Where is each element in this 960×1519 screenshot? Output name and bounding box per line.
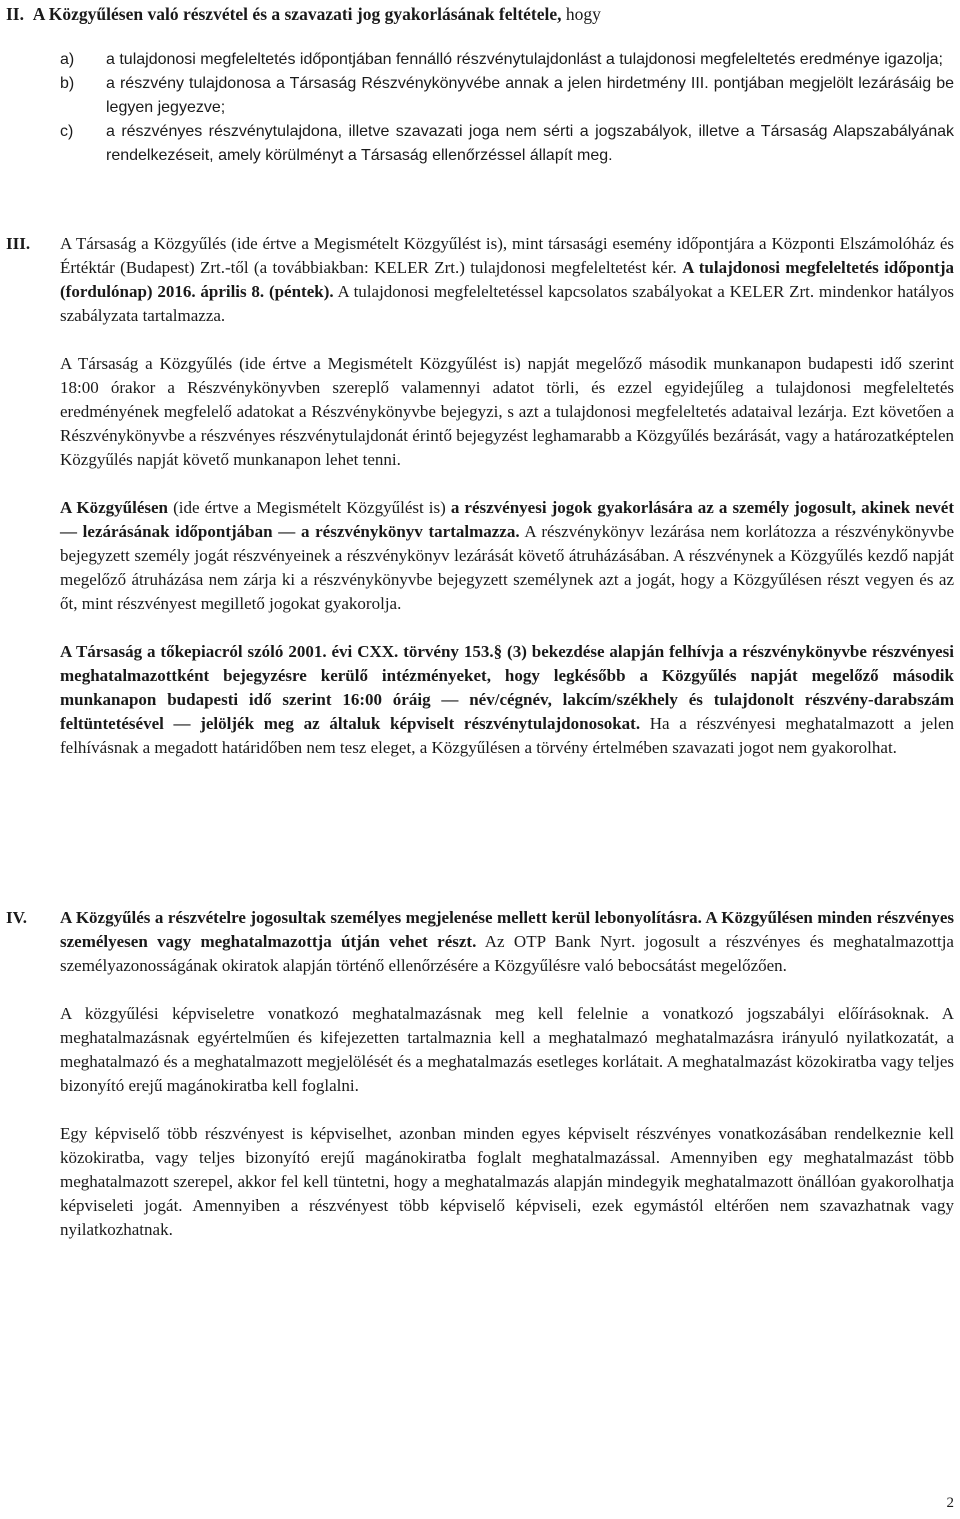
section-iii-paragraph-3 bbox=[60, 496, 954, 616]
list-item-label: b) bbox=[60, 75, 75, 92]
section-ii-conditions-list bbox=[60, 48, 954, 168]
list-item-label: a) bbox=[60, 51, 75, 68]
text-run: A Társaság a Közgyűlés (ide értve a Megismételt Közgyűlést is), mint társasági esemény időpontjára a Központi Elszámolóház és Értéktár (Budapest) Zrt.-től (a továbbiakban: KELER Zrt.) tulajdonosi megfeleltetést kér. bbox=[60, 234, 954, 277]
section-iv-paragraph-1 bbox=[60, 906, 954, 978]
section-iii-paragraph-4 bbox=[60, 640, 954, 760]
list-item-label: c) bbox=[60, 123, 74, 140]
text-bold: A Társaság a tőkepiacról szóló 2001. évi CXX. törvény 153. bbox=[60, 642, 494, 661]
text-run: A részvénykönyv lezárása nem korlátozza a részvénykönyvbe bejegyzett személy jogát részvényeinek a részvénykönyv lezárását követő átruházásában. A részvénynek a Közgyűlés kezdő napját megelőző átruházása nem zárja ki a részvénykönyvbe bejegyzett személynek azt a jogát, hogy a Közgyűlésen részt vegyen és az őt, mint részvényest megillető jogokat gyakorolja. bbox=[60, 522, 954, 613]
section-ii-number: II. bbox=[6, 4, 24, 24]
text-bold: A Közgyűlésen bbox=[60, 498, 169, 517]
section-iv bbox=[6, 906, 954, 1266]
section-iii-body bbox=[60, 232, 954, 760]
text-bold: (3) bekezdése alapján felhívja a részvénykönyvbe részvényesi meghatalmazottként bejegyzésre kerülő intézményeket, hogy legkésőbb a Közgyűlés napját megelőző második munkanapon budapesti idő szerint 16:00 óráig — név/cégnév, lakcím/székhely és tulajdonolt részvény-darabszám feltüntetésével — jelöljék meg az általuk képviselt részvénytulajdonosokat. bbox=[60, 642, 954, 733]
page-number: 2 bbox=[946, 1495, 954, 1511]
list-item-text: a tulajdonosi megfeleltetés időpontjában fennálló részvénytulajdonlást a tulajdonosi megfeleltetés eredménye igazolja; bbox=[106, 51, 943, 68]
section-iii-paragraph-2: A Társaság a Közgyűlés (ide értve a Megismételt Közgyűlést is) napját megelőző második munkanapon budapesti idő szerint 18:00 órakor a Részvénykönyvben szereplő valamennyi adatot törli, és ezzel egyidejűleg a tulajdonosi megfeleltetés eredményének megfelelő adatokat a Részvénykönyvbe bejegyzi, s azt a tulajdonosi megfeleltetés adataival lezárja. Ezt követően a Részvénykönyvbe a részvényes részvénytulajdonát érintő bejegyzést leghamarabb a Közgyűlés bezárását, vagy a határozatképtelen Közgyűlés napját követő munkanapon lehet tenni. bbox=[60, 354, 954, 469]
section-iii-number: III. bbox=[6, 234, 31, 253]
text-run: Ha a részvényesi meghatalmazott a jelen felhívásnak a megadott határidőben nem tesz eleget, a Közgyűlésen a törvény értelmében szavazati jogot nem gyakorolhat. bbox=[60, 714, 954, 757]
section-iv-number: IV. bbox=[6, 908, 27, 927]
section-ii-heading bbox=[6, 2, 950, 26]
fordulonap-bold: A tulajdonosi megfeleltetés időpontja (fordulónap) 2016. április 8. (péntek). bbox=[60, 258, 954, 301]
section-iv-paragraph-3: Egy képviselő több részvényest is képviselhet, azonban minden egyes képviselt részvényes vonatkozásában rendelkeznie kell közokiratba, vagy teljes bizonyító erejű magánokiratba foglalt meghatalmazással. Amennyiben egy meghatalmazást több meghatalmazott szerepel, akkor fel kell tüntetni, hogy a meghatalmazás alapján mindegyik meghatalmazott önállóan gyakorolhatja képviseleti jogát. Amennyiben a részvényest több képviselő képviseli, ezek egymástól eltérően nem szavazhatnak vagy nyilatkozhatnak. bbox=[60, 1124, 954, 1239]
section-iv-paragraph-2: A közgyűlési képviseletre vonatkozó meghatalmazásnak meg kell felelnie a vonatkozó jogszabályi előírásoknak. A meghatalmazásnak egyértelműen és kifejezetten tartalmaznia kell a meghatalmazó meghatalmazásra irányuló nyilatkozatát, a meghatalmazó és a meghatalmazott megjelölését és a meghatalmazás esetleges korlátait. A meghatalmazást közokiratba vagy teljes bizonyító erejű magánokiratba kell foglalni. bbox=[60, 1004, 954, 1095]
list-item bbox=[60, 120, 954, 168]
section-iii bbox=[6, 232, 954, 784]
text-run: Az OTP Bank Nyrt. jogosult a részvényes és meghatalmazottja személyazonosságának okiratok alapján történő ellenőrzésére a Közgyűlésre való bebocsátást megelőzően. bbox=[60, 932, 954, 975]
text-bold: a részvényesi jogok gyakorlására az a személy jogosult, akinek nevét — lezárásának időpontjában — a részvénykönyv tartalmazza. bbox=[60, 498, 954, 541]
text-run: A tulajdonosi megfeleltetéssel kapcsolatos szabályokat a KELER Zrt. mindenkor hatályos szabályzata tartalmazza. bbox=[60, 282, 955, 325]
list-item bbox=[60, 72, 954, 120]
text-bold: A Közgyűlés a részvételre jogosultak személyes megjelenése mellett kerül lebonyolításra. A Közgyűlésen minden részvényes személyesen vagy meghatalmazottja útján vehet részt. bbox=[60, 908, 954, 951]
section-ii-title: A Közgyűlésen való részvétel és a szavazati jog gyakorlásának feltétele, bbox=[32, 4, 562, 24]
text-run: (ide értve a Megismételt Közgyűlést is) bbox=[168, 498, 451, 517]
list-item-text: a részvény tulajdonosa a Társaság Részvénykönyvébe annak a jelen hirdetmény III. pontjában megjelölt lezárásáig be legyen jegyezve; bbox=[106, 75, 954, 116]
section-iii-paragraph-1 bbox=[60, 232, 954, 328]
section-iv-body bbox=[60, 906, 954, 1242]
list-item bbox=[60, 48, 954, 72]
section-ii-title-rest: hogy bbox=[561, 4, 601, 24]
list-item-text: a részvényes részvénytulajdona, illetve szavazati joga nem sérti a jogszabályok, illetve a Társaság Alapszabályának rendelkezéseit, amely körülményt a Társaság ellenőrzéssel állapít meg. bbox=[106, 123, 954, 164]
paragraph-sign: § bbox=[493, 642, 503, 661]
